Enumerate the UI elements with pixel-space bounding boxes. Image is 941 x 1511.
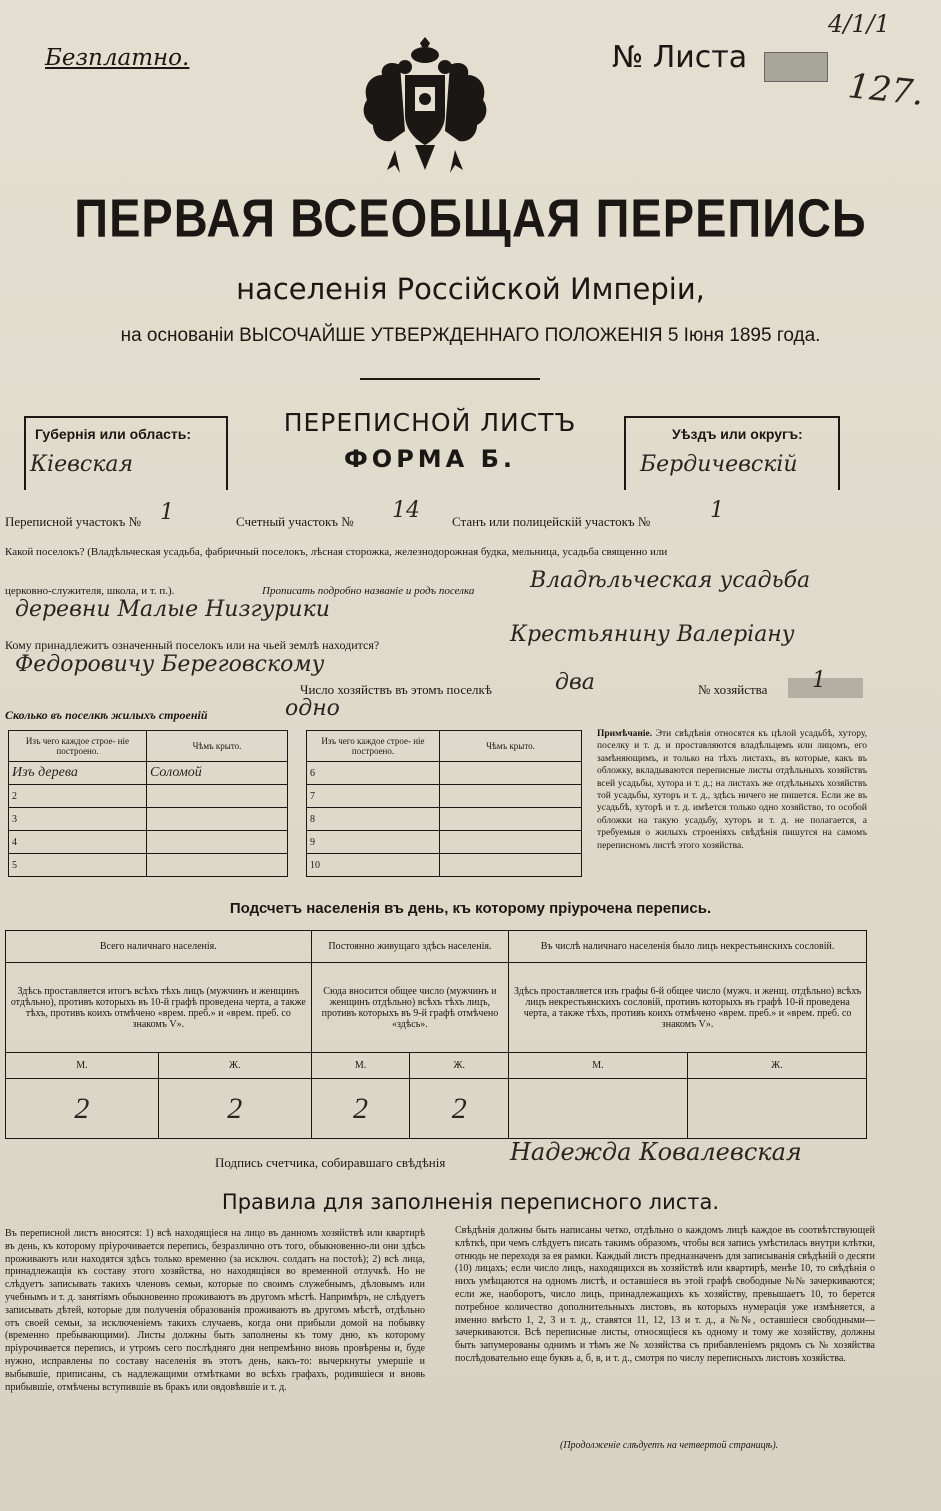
buildings-value: одно [285,696,340,721]
non-peasant-male-value [509,1079,688,1139]
population-count-heading: Подсчетъ населенія въ день, къ которому пріурочена перепись. [229,900,712,917]
total-population-title: Всего наличнаго населенія. [6,931,312,963]
population-count-table [5,930,867,1139]
uezd-value: Бердичевскій [640,452,798,477]
households-label: Число хозяйствъ въ этомъ поселкѣ [300,682,492,697]
form-type: ФОРМА Б. [343,445,516,473]
non-peasant-female-value [687,1079,866,1139]
stan-label: Станъ или полицейскій участокъ № [452,514,651,529]
handwritten-sheet-number: 127. [846,66,926,114]
male-header: М. [509,1053,688,1079]
census-basis: на основаніи ВЫСОЧАЙШЕ УТВЕРЖДЕННАГО ПОЛОЖЕНІЯ 5 Іюня 1895 года. [120,325,821,346]
row-number: 9 [307,831,440,854]
note-text [597,728,867,852]
row-number: 3 [9,808,147,831]
roof-cell [440,762,582,785]
settlement-question-cont: церковно-служителя, школа, и т. п.). [5,585,175,597]
guberniya-value: Кіевская [30,452,134,477]
total-male-value: 2 [6,1079,159,1139]
sheet-number-label: № Листа [612,40,748,75]
material-cell: Изъ дерева [9,762,147,785]
roof-cell [147,808,288,831]
signature-label: Подпись счетчика, собиравшаго свѣдѣнія [215,1155,446,1170]
note-title: Примѣчаніе. [597,729,653,739]
census-area-value: 1 [160,500,174,525]
settlement-question: Какой поселокъ? (Владѣльческая усадьба, фабричный поселокъ, лѣсная сторожка, железнодорожная будка, мельница, усадьба священно или [5,546,668,558]
settlement-value-cont: деревни Малые Низгурики [15,597,330,622]
non-peasant-text: Здѣсь проставляется изъ графы 6-й общее число (мужч. и женщ. отдѣльно) всѣхъ лицъ некрестьянскихъ сословій, противъ которыхъ въ графѣ 10-й проведена черта, а также тѣхъ, противъ коихъ отмѣчено «врем. преб.» и «врем. преб. со знакомъ V». [509,963,867,1053]
form-title: ПЕРЕПИСНОЙ ЛИСТЪ [283,408,577,437]
resident-female-value: 2 [410,1079,509,1139]
roof-cell [440,854,582,877]
resident-population-text: Сюда вносится общее число (мужчинъ и женщинъ отдѣльно) всѣхъ тѣхъ лицъ, противъ которыхъ въ 9-й графѣ отмѣчено «здѣсь». [311,963,509,1053]
roof-cell [440,831,582,854]
guberniya-label: Губернія или область: [35,426,192,442]
rules-right-column: Свѣдѣнія должны быть написаны четко, отдѣльно о каждомъ лицѣ каждое въ соотвѣтствующей клѣткѣ, при чемъ слѣдуетъ писать такимъ образомъ, чтобы вся запись умѣстилась внутри клѣтки, отнюдь не переходя за ея рамки. Каждый листъ предназначенъ для записыванія свѣдѣній о десяти (10) лицахъ; если число лицъ, находящихся въ хозяйствѣ или квартирѣ, менѣе 10, то свѣдѣнія о нихъ умѣщаются на одномъ листѣ, и оставшіеся въ этой графѣ свободные №№ зачеркиваются; если же, наоборотъ, число лицъ, принадлежащихъ къ хозяйству, превышаетъ 10, то берется потребное количество дополнительныхъ листовъ, въ которыхъ нумерація уже измѣняется, а именно вмѣсто 1, 2, 3 и т. д., ставятся 11, 12, 13 и т. д., а №№, оставшіеся свободными—зачеркиваются. Всѣ переписные листы, относящіеся къ одному и тому же хозяйству, должны быть запумерованы однимъ и тѣмъ же № хозяйства съ прибавленіемъ рядомъ съ № хозяйства послѣдовательно еще буквъ а, б, в, и т. д., смотря по числу переписныхъ листовъ хозяйства. [455,1225,875,1364]
settlement-value: Владѣльческая усадьба [530,568,811,593]
census-area-label: Переписной участокъ № [5,514,142,529]
row-number: 6 [307,762,440,785]
census-title: ПЕРВАЯ ВСЕОБЩАЯ ПЕРЕПИСЬ [74,187,867,248]
female-header: Ж. [158,1053,311,1079]
non-peasant-title: Въ числѣ наличнаго населенія было лицъ некрестьянскихъ сословій. [509,931,867,963]
household-number-value: 1 [812,668,826,693]
roof-header: Чѣмъ крыто. [147,731,288,762]
households-value: два [555,670,595,695]
sheet-number-box [764,52,828,82]
roof-cell [147,785,288,808]
owner-value: Крестьянину Валеріану [510,622,795,647]
owner-question: Кому принадлежитъ означенный поселокъ или на чьей землѣ находится? [5,638,380,652]
row-number: 7 [307,785,440,808]
count-area-value: 14 [392,498,420,523]
total-female-value: 2 [158,1079,311,1139]
female-header: Ж. [687,1053,866,1079]
material-header: Изъ чего каждое строе- ніе построено. [9,731,147,762]
roof-cell: Соломой [147,762,288,785]
census-subtitle: населенія Россійской Имперіи, [236,272,705,306]
row-number: 5 [9,854,147,877]
roof-cell [440,785,582,808]
buildings-table-left [8,730,288,877]
buildings-label: Сколько въ поселкѣ жилыхъ строеній [5,708,208,722]
rules-continued: (Продолженіе слѣдуетъ на четвертой страницѣ). [560,1440,779,1451]
resident-population-title: Постоянно живущаго здѣсь населенія. [311,931,509,963]
roof-header: Чѣмъ крыто. [440,731,582,762]
row-number: 8 [307,808,440,831]
free-label: Безплатно. [45,45,190,71]
rules-title: Правила для заполненія переписного листа. [221,1190,720,1214]
settlement-instruction: Прописать подробно названіе и родъ поселка [262,585,475,597]
buildings-table-right [306,730,582,877]
double-headed-eagle-icon [360,35,490,180]
male-header: М. [6,1053,159,1079]
owner-value-cont: Федоровичу Береговскому [15,652,325,677]
row-number: 4 [9,831,147,854]
count-area-label: Счетный участокъ № [236,514,354,529]
total-population-text: Здѣсь проставляется итогъ всѣхъ тѣхъ лицъ (мужчинъ и женщинъ отдѣльно), противъ которыхъ въ 10-й графѣ проведена черта, а также тѣхъ, противъ коихъ отмѣчено «врем. преб.» и «врем. преб. со знакомъ V». [6,963,312,1053]
note-body: Эти свѣдѣнія относятся къ цѣлой усадьбѣ, хутору, поселку и т. д. и проставляются владѣльцемъ или лицомъ, его замѣняющимъ, и только на тѣхъ листахъ, въ которые, какъ въ обложку, вкладываются переписные листы отдѣльныхъ хозяйствъ всей усадьбы, хутора и т. д.; на листахъ же отдѣльныхъ хозяйствъ той усадьбы, хуторъ и т. д., здѣсь ничего не пишется. Если же въ усадьбѣ, хуторѣ и т. д. имѣется только одно хозяйство, то особой обложки на такую усадьбу, хуторъ и т. д. не полагается, а требуемыя о жилыхъ строеніяхъ свѣдѣнія пишутся на самомъ переписномъ листѣ этого хозяйства. [597,729,867,851]
resident-male-value: 2 [311,1079,410,1139]
female-header: Ж. [410,1053,509,1079]
roof-cell [147,854,288,877]
corner-handwritten-mark: 4/1/1 [828,10,890,38]
roof-cell [147,831,288,854]
row-number: 10 [307,854,440,877]
uezd-label: Уѣздъ или округъ: [672,426,803,442]
row-number: 2 [9,785,147,808]
roof-cell [440,808,582,831]
material-header: Изъ чего каждое строе- ніе построено. [307,731,440,762]
male-header: М. [311,1053,410,1079]
signature-value: Надежда Ковалевская [510,1138,802,1166]
divider [360,378,540,380]
household-number-label: № хозяйства [698,682,768,697]
rules-left-column: Въ переписной листъ вносятся: 1) всѣ находящіеся на лицо въ данномъ хозяйствѣ или квартирѣ въ день, къ которому пріурочивается перепись, безразлично отъ того, обыкновенно-ли они здѣсь проживаютъ или находятся здѣсь только временно (за исключ. солдатъ на постоѣ); 2) всѣ лица, принадлежащія къ составу этого хозяйства, но находящіяся во временной отлучкѣ. Но не слѣдуетъ записывать такихъ членовъ семьи, которые по своимъ служебнымъ, дѣловымъ или учебнымъ и т. д. занятіямъ обыкновенно проживаютъ въ другомъ мѣстѣ. Напримѣръ, не слѣдуетъ записывать дѣтей, которые для полученія образованія проживаютъ въ другомъ мѣстѣ, отдѣльно отъ своей семьи, за исключеніемъ такихъ случаевъ, когда они прибыли домой на побывку (временно пребывающими). Листы должны быть заполнены къ тому дню, къ которому пріурочивается перепись, и утромъ сего послѣдняго дня непремѣнно вновь провѣрены и, буде нужно, исправлены по составу населенія въ этотъ день, какъ-то: вычеркнуты умершіе и выбывшіе, приписаны, съ надлежащими отмѣтками во всѣхъ графахъ, родившіеся и вновь прибывшіе, отмѣчены вступившіе въ бракъ или овдовѣвшіе и т. д. [5,1228,425,1393]
stan-value: 1 [710,498,724,523]
